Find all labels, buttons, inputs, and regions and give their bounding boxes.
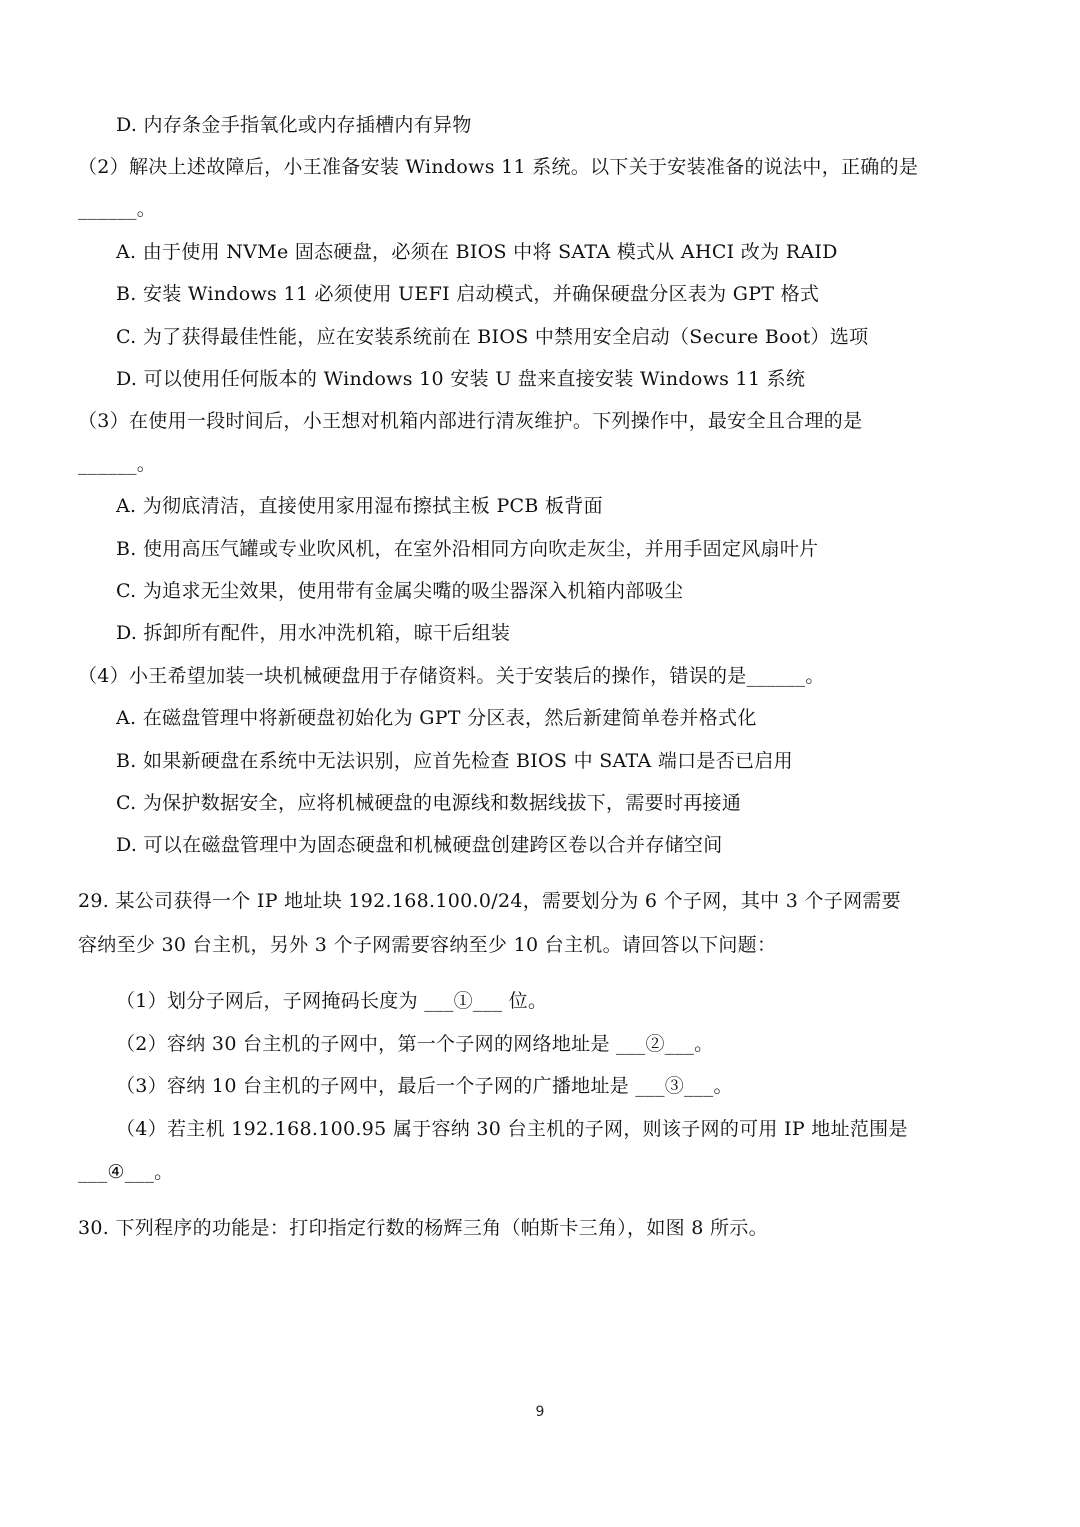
q29-sub3: （3）容纳 10 台主机的子网中，最后一个子网的广播地址是 ___③___。 [116,1075,733,1097]
q28-2-stem: （2）解决上述故障后，小王准备安装 Windows 11 系统。以下关于安装准备的说法中，正确的是 [78,156,919,178]
q28-4-stem: （4）小王希望加装一块机械硬盘用于存储资料。关于安装后的操作，错误的是______。 [78,665,825,687]
q28-3-blank: ______。 [78,453,157,475]
q29-stem-line1: 29. 某公司获得一个 IP 地址块 192.168.100.0/24，需要划分为 6 个子网，其中 3 个子网需要 [78,890,901,912]
q28-2-option-d: D. 可以使用任何版本的 Windows 10 安装 U 盘来直接安装 Windows 11 系统 [116,368,806,390]
q28-1-option-d: D. 内存条金手指氧化或内存插槽内有异物 [116,114,472,136]
q28-4-option-d: D. 可以在磁盘管理中为固态硬盘和机械硬盘创建跨区卷以合并存储空间 [116,834,723,856]
q28-3-option-c: C. 为追求无尘效果，使用带有金属尖嘴的吸尘器深入机箱内部吸尘 [116,580,684,602]
q29-sub4-line1: （4）若主机 192.168.100.95 属于容纳 30 台主机的子网，则该子网的可用 IP 地址范围是 [116,1118,908,1140]
q28-3-option-d: D. 拆卸所有配件，用水冲洗机箱，晾干后组装 [116,622,511,644]
q29-stem-line2: 容纳至少 30 台主机，另外 3 个子网需要容纳至少 10 台主机。请回答以下问题： [78,934,777,956]
q28-2-blank: ______。 [78,198,157,220]
q28-2-option-a: A. 由于使用 NVMe 固态硬盘，必须在 BIOS 中将 SATA 模式从 AHCI 改为 RAID [116,241,838,263]
q28-2-option-b: B. 安装 Windows 11 必须使用 UEFI 启动模式，并确保硬盘分区表为 GPT 格式 [116,283,820,305]
q29-sub1: （1）划分子网后，子网掩码长度为 ___①___ 位。 [116,990,548,1012]
q28-4-option-a: A. 在磁盘管理中将新硬盘初始化为 GPT 分区表，然后新建简单卷并格式化 [116,707,757,729]
q29-sub4-line2: ___④___。 [78,1161,174,1183]
q29-sub2: （2）容纳 30 台主机的子网中，第一个子网的网络地址是 ___②___。 [116,1033,714,1055]
q28-2-option-c: C. 为了获得最佳性能，应在安装系统前在 BIOS 中禁用安全启动（Secure Boot）选项 [116,326,869,348]
q28-3-stem: （3）在使用一段时间后，小王想对机箱内部进行清灰维护。下列操作中，最安全且合理的是 [78,410,863,432]
q28-4-option-b: B. 如果新硬盘在系统中无法识别，应首先检查 BIOS 中 SATA 端口是否已启用 [116,750,793,772]
q28-3-option-b: B. 使用高压气罐或专业吹风机，在室外沿相同方向吹走灰尘，并用手固定风扇叶片 [116,538,819,560]
page-number: 9 [535,1404,545,1420]
q28-4-option-c: C. 为保护数据安全，应将机械硬盘的电源线和数据线拔下，需要时再接通 [116,792,742,814]
q28-3-option-a: A. 为彻底清洁，直接使用家用湿布擦拭主板 PCB 板背面 [116,495,603,517]
q30-stem: 30. 下列程序的功能是：打印指定行数的杨辉三角（帕斯卡三角），如图 8 所示。 [78,1217,768,1239]
